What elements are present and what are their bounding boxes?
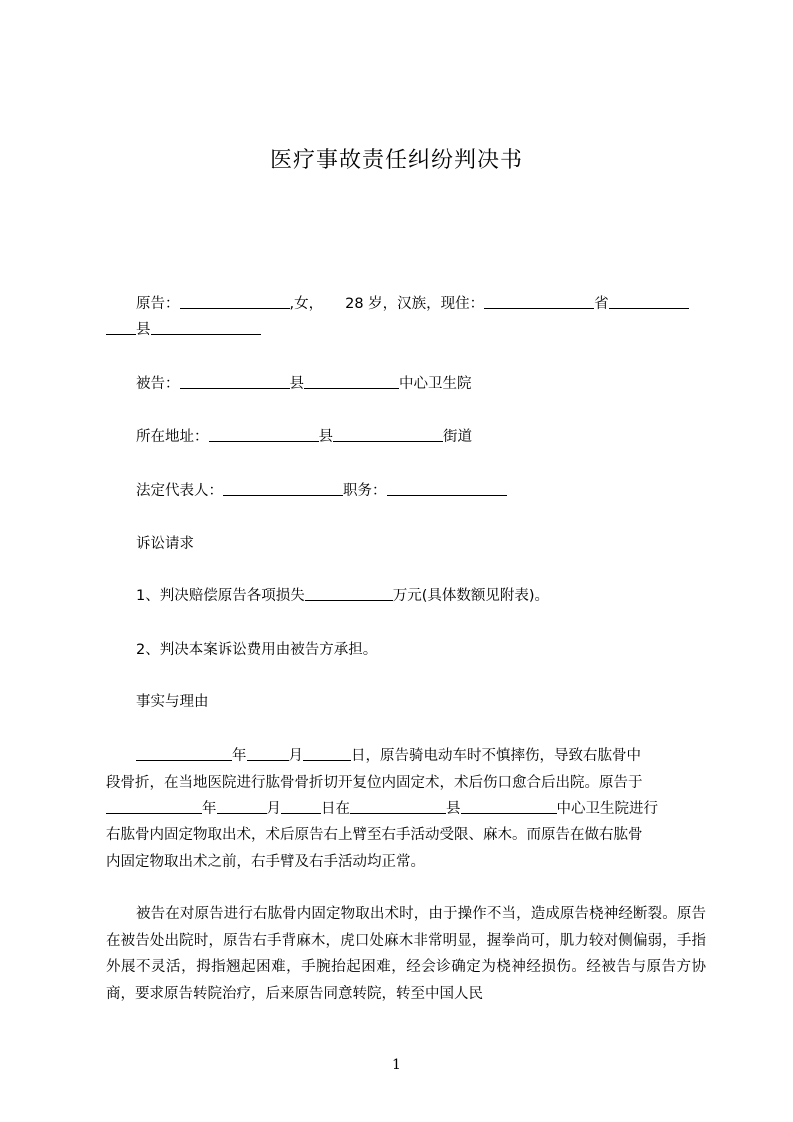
representative-label: 法定代表人： — [136, 483, 223, 499]
plaintiff-line-2 — [106, 318, 706, 339]
defendant-county-blank — [180, 374, 290, 389]
plaintiff-name-blank — [180, 294, 290, 309]
surgery-day-blank — [281, 799, 321, 814]
plaintiff-age: 28 岁，汉族，现住： — [345, 296, 485, 312]
surgery-year-blank — [106, 799, 202, 814]
defendant-line — [136, 372, 736, 393]
claim-item-1 — [136, 584, 736, 605]
incident-month-blank — [247, 746, 289, 761]
claim-amount-blank — [305, 586, 393, 601]
plaintiff-province: 省 — [594, 296, 609, 312]
surgery-town-blank — [461, 799, 557, 814]
defendant-town-blank — [304, 374, 399, 389]
address-label: 所在地址： — [136, 429, 209, 445]
hospital-label: 中心卫生院进行 — [556, 801, 658, 817]
defendant-hospital: 中心卫生院 — [399, 376, 472, 392]
surgery-county-blank — [350, 799, 446, 814]
plaintiff-address-blank — [484, 294, 594, 309]
claims-heading: 诉讼请求 — [136, 536, 194, 552]
representative-name-blank — [223, 481, 343, 496]
surgery-month-blank — [217, 799, 267, 814]
address-county-blank — [209, 427, 319, 442]
facts-p1-line-1 — [136, 744, 736, 765]
month-label: 月 — [266, 801, 281, 817]
page-number: 1 — [392, 1057, 401, 1073]
plaintiff-city-blank — [609, 294, 689, 309]
plaintiff-county: 县 — [136, 322, 151, 338]
representative-position: 职务： — [343, 483, 387, 499]
incident-year-blank — [136, 746, 232, 761]
facts-p1-line-5: 内固定物取出术之前，右手臂及右手活动均正常。 — [106, 854, 425, 870]
plaintiff-label: 原告： — [136, 296, 180, 312]
facts-paragraph-2: 被告在对原告进行右肱骨内固定物取出术时，由于操作不当，造成原告桡神经断裂。原告在被告处出院时，原告右手背麻木，虎口处麻木非常明显，握拳尚可，肌力较对侧偏弱，手指外展不灵活，拇指翘起困难，手腕抬起困难，经会诊确定为桡神经损伤。经被告与原告方协商，要求原告转院治疗，后来原告同意转院，转至中国人民 — [106, 906, 706, 1002]
facts-p1-line-4: 右肱骨内固定物取出术，术后原告右上臂至右手活动受限、麻木。而原告在做右肱骨 — [106, 827, 643, 843]
representative-position-blank — [387, 481, 507, 496]
county-label: 县 — [446, 801, 461, 817]
address-county: 县 — [318, 429, 333, 445]
year-label: 年 — [202, 801, 217, 817]
claim-item-1-unit: 万元(具体数额见附表)。 — [392, 588, 550, 604]
defendant-county: 县 — [289, 376, 304, 392]
month-label: 月 — [288, 748, 303, 764]
plaintiff-county-blank — [106, 320, 136, 335]
defendant-label: 被告： — [136, 376, 180, 392]
claim-item-2: 2、判决本案诉讼费用由被告方承担。 — [136, 642, 378, 658]
facts-p1-line-3 — [106, 797, 706, 818]
claim-item-1-text: 1、判决赔偿原告各项损失 — [136, 588, 305, 604]
plaintiff-line — [136, 292, 736, 313]
representative-line — [136, 479, 736, 500]
address-town-blank — [333, 427, 443, 442]
address-line — [136, 425, 736, 446]
plaintiff-town-blank — [151, 320, 261, 335]
facts-heading: 事实与理由 — [136, 694, 209, 710]
incident-day-blank — [303, 746, 351, 761]
plaintiff-gender: ,女， — [289, 296, 324, 312]
facts-p1-line-2: 段骨折，在当地医院进行肱骨骨折切开复位内固定术，术后伤口愈合后出院。原告于 — [106, 775, 643, 791]
year-label: 年 — [232, 748, 247, 764]
day-text: 日，原告骑电动车时不慎摔伤，导致右肱骨中 — [351, 748, 641, 764]
day-label: 日在 — [321, 801, 350, 817]
address-street: 街道 — [443, 429, 472, 445]
document-title: 医疗事故责任纠纷判决书 — [269, 148, 523, 173]
